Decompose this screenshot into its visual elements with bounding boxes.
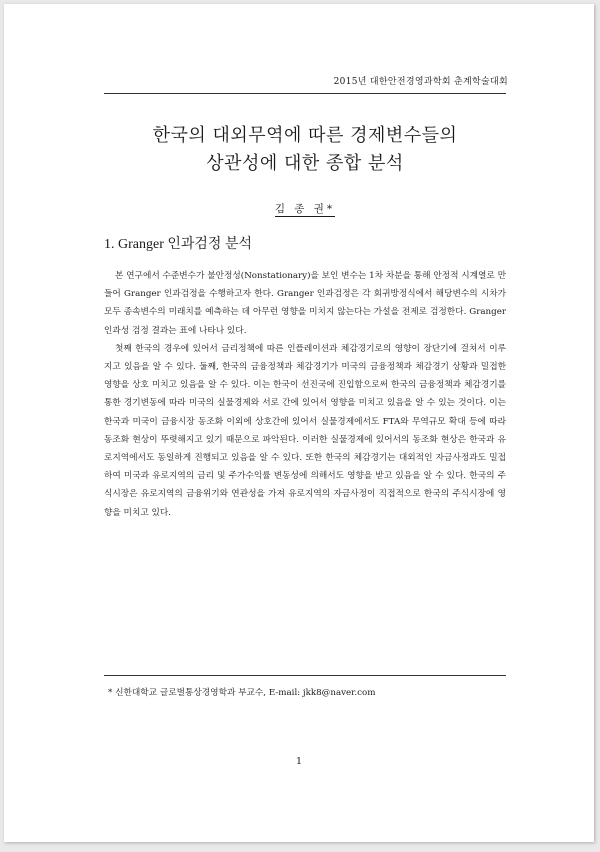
paragraph-1: 본 연구에서 수준변수가 불안정성(Nonstationary)을 보인 변수는 1차 차분을 통해 안정적 시계열로 만들어 Granger 인과검정을 수행하고자 한다. Granger 인과검정은 각 회귀방정식에서 해당변수의 시차가 모두 종속변수의 미래치를 예측하는 데 아무런 영향을 미치지 않는다는 가설을 전제로 검정한다. Granger 인과성 검정 결과는 표에 나타나 있다. <box>104 271 506 336</box>
running-header: 2015년 대한안전경영과학회 춘계학술대회 <box>333 77 508 87</box>
body-text <box>104 267 506 522</box>
page-number: 1 <box>295 756 303 767</box>
footnote-rule <box>104 675 506 676</box>
document-page <box>4 4 594 842</box>
author-name: 김 종 권* <box>274 203 336 215</box>
paragraph-2: 첫째 한국의 경우에 있어서 금리정책에 따른 인플레이션과 체감경기로의 영향이 장단기에 걸쳐서 이루지고 있음을 알 수 있다. 둘째, 한국의 금융정책과 체감경기가 미국의 금융정책과 체감경기 상황과 밀접한 영향을 상호 미치고 있음을 알 수 있다. 이는 한국이 선진국에 진입함으로써 한국의 금융정책과 체감경기를 통한 경기변동에 따라 미국의 실물경제와 서로 간에 있어서 영향을 미치고 있음을 알 수 있는 것이다. 이는 한국과 미국이 금융시장 동조화 이외에 상호간에 있어서 실물경제에서도 FTA와 무역규모 확대 등에 따라 동조화 현상이 뚜렷해지고 있기 때문으로 파악된다. 이러한 실물경제에 있어서의 동조화 현상은 한국과 유로지역에서도 동일하게 진행되고 있음을 알 수 있다. 또한 한국의 체감경기는 대외적인 자금사정과도 밀접하여 미국과 유로지역의 금리 및 주가수익률 변동성에 의해서도 영향을 받고 있음을 알 수 있다. 한국의 주식시장은 유로지역의 금융위기와 연관성을 가져 유로지역의 자금사정이 직접적으로 한국의 주식시장에 영향을 미치고 있다. <box>104 343 506 518</box>
paper-title <box>104 122 506 178</box>
paper-title-line-1: 한국의 대외무역에 따른 경제변수들의 <box>152 125 458 146</box>
section-heading: 1. Granger 인과검정 분석 <box>104 237 253 252</box>
paper-title-line-2: 상관성에 대한 종합 분석 <box>206 153 404 174</box>
author-line <box>104 201 506 216</box>
footnote: * 신한대학교 글로벌통상경영학과 부교수, E-mail: jkk8@naver.com <box>108 688 376 698</box>
header-rule <box>104 93 506 94</box>
